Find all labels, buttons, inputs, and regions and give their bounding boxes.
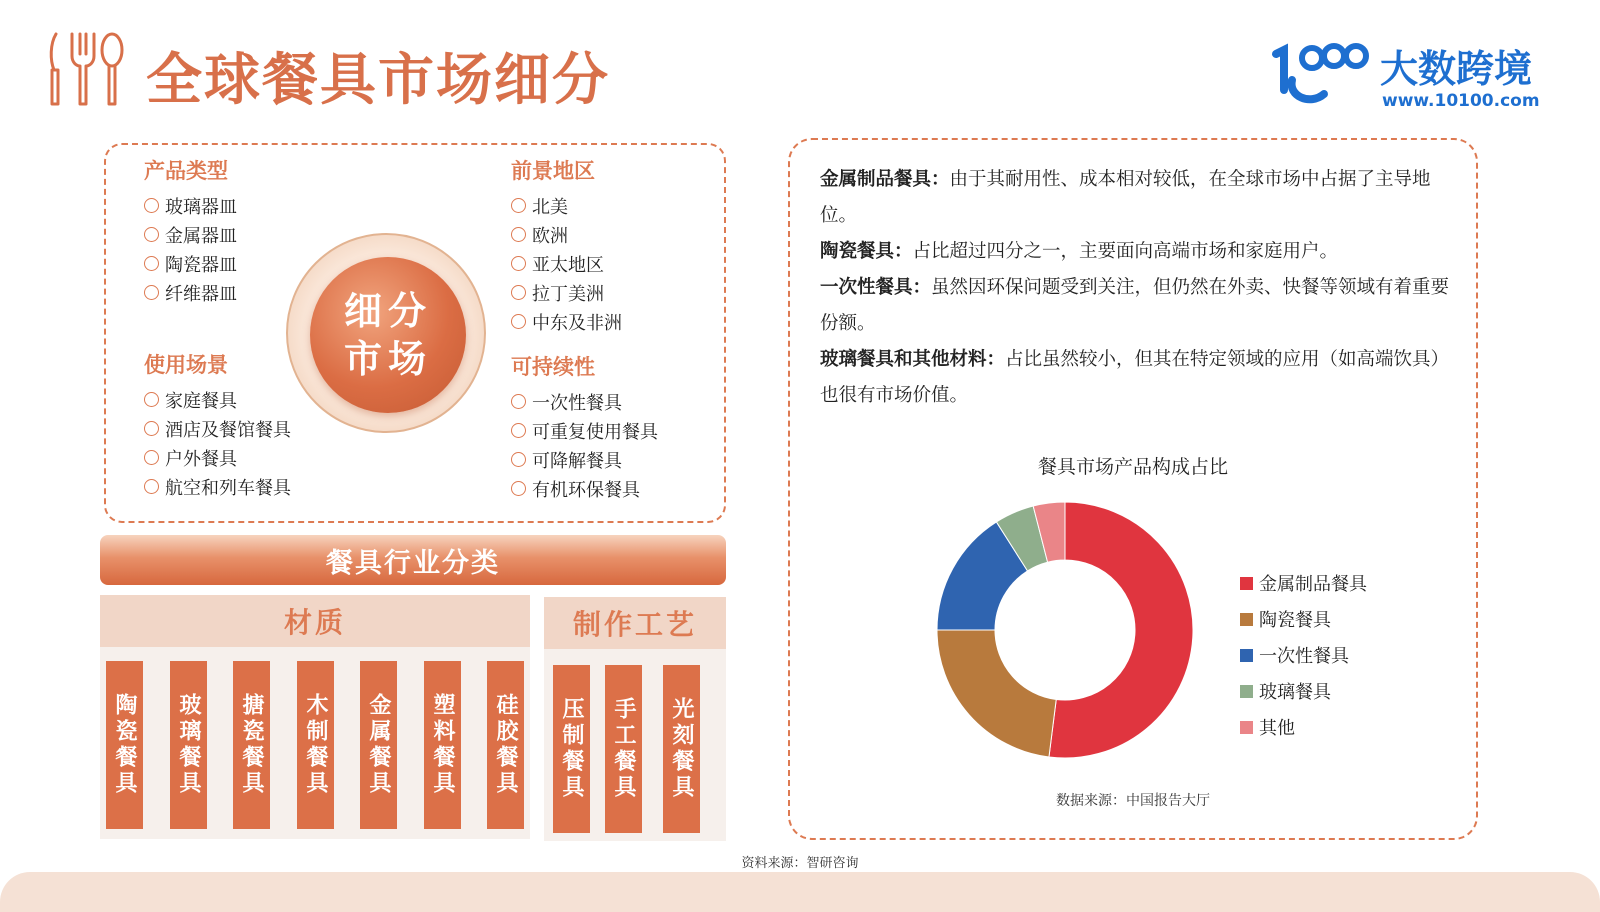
description-paragraph xyxy=(820,270,1450,342)
legend-swatch xyxy=(1240,577,1253,590)
description-text: 占比超过四分之一，主要面向高端市场和家庭用户。 xyxy=(912,241,1339,262)
list-item-label: 酒店及餐馆餐具 xyxy=(165,419,291,441)
description-text: 占比虽然较小，但其在特定领域的应用（如高端饮具）也很有市场价值。 xyxy=(820,349,1450,406)
footer-bar xyxy=(0,872,1600,912)
material-card: 木制餐具 xyxy=(297,661,334,829)
classification-banner: 餐具行业分类 xyxy=(100,535,726,585)
description-text: 由于其耐用性、成本相对较低，在全球市场中占据了主导地位。 xyxy=(820,169,1431,226)
chart-legend xyxy=(1240,565,1367,745)
list-item xyxy=(144,385,291,414)
list-item xyxy=(511,474,658,503)
circle-bullet-icon xyxy=(144,479,159,494)
list-item-label: 纤维器皿 xyxy=(165,283,237,305)
circle-bullet-icon xyxy=(144,227,159,242)
legend-swatch xyxy=(1240,613,1253,626)
circle-bullet-icon xyxy=(511,227,526,242)
list-item xyxy=(511,416,658,445)
list-item xyxy=(511,249,622,278)
legend-item xyxy=(1240,601,1367,637)
list-item-label: 航空和列车餐具 xyxy=(165,477,291,499)
center-badge xyxy=(286,233,486,433)
list-item xyxy=(144,249,237,278)
material-card: 陶瓷餐具 xyxy=(106,661,143,829)
circle-bullet-icon xyxy=(144,450,159,465)
legend-label: 其他 xyxy=(1259,718,1295,739)
material-card: 金属餐具 xyxy=(360,661,397,829)
craft-card: 压制餐具 xyxy=(553,665,590,833)
center-badge-line: 市场 xyxy=(343,337,432,381)
list-item xyxy=(144,472,291,501)
segment-group-product-type xyxy=(144,155,237,307)
list-item-label: 可重复使用餐具 xyxy=(532,421,658,443)
list-item xyxy=(511,278,622,307)
list-item-label: 欧洲 xyxy=(532,225,568,247)
list-item-label: 中东及非洲 xyxy=(532,312,622,334)
list-item xyxy=(511,307,622,336)
pie-slice xyxy=(1049,502,1193,758)
description-lead: 一次性餐具： xyxy=(820,277,932,298)
list-item xyxy=(511,445,658,474)
circle-bullet-icon xyxy=(144,392,159,407)
material-card: 硅胶餐具 xyxy=(487,661,524,829)
description-list xyxy=(820,162,1450,414)
list-item xyxy=(144,414,291,443)
list-item xyxy=(511,191,622,220)
donut-chart xyxy=(930,495,1200,765)
center-badge-line: 细分 xyxy=(343,289,432,333)
legend-item xyxy=(1240,709,1367,745)
list-item-label: 户外餐具 xyxy=(165,448,237,470)
segment-heading: 使用场景 xyxy=(144,353,228,377)
circle-bullet-icon xyxy=(511,394,526,409)
logo-url: www.10100.com xyxy=(1382,91,1540,111)
chart-title: 餐具市场产品构成占比 xyxy=(1037,456,1228,478)
material-card: 玻璃餐具 xyxy=(170,661,207,829)
legend-swatch xyxy=(1240,649,1253,662)
list-item-label: 玻璃器皿 xyxy=(165,196,237,218)
segment-group-usage-scenario xyxy=(144,349,291,501)
legend-item xyxy=(1240,565,1367,601)
segment-heading: 前景地区 xyxy=(511,159,595,183)
material-panel xyxy=(100,595,530,839)
list-item-label: 家庭餐具 xyxy=(165,390,237,412)
craft-panel-heading: 制作工艺 xyxy=(544,597,726,649)
list-item-label: 拉丁美洲 xyxy=(532,283,604,305)
list-item xyxy=(144,220,237,249)
list-item-label: 金属器皿 xyxy=(165,225,237,247)
circle-bullet-icon xyxy=(144,256,159,271)
craft-panel xyxy=(544,597,726,841)
circle-bullet-icon xyxy=(144,285,159,300)
description-paragraph xyxy=(820,162,1450,234)
legend-label: 玻璃餐具 xyxy=(1259,682,1331,703)
circle-bullet-icon xyxy=(511,481,526,496)
list-item-label: 亚太地区 xyxy=(532,254,604,276)
description-text: 虽然因环保问题受到关注，但仍然在外卖、快餐等领域有着重要份额。 xyxy=(820,277,1450,334)
list-item-label: 可降解餐具 xyxy=(532,450,622,472)
circle-bullet-icon xyxy=(511,423,526,438)
list-item-label: 陶瓷器皿 xyxy=(165,254,237,276)
footer-source: 资料来源：智研咨询 xyxy=(741,856,859,871)
description-paragraph xyxy=(820,234,1450,270)
legend-swatch xyxy=(1240,685,1253,698)
cutlery-icon xyxy=(48,30,128,108)
description-lead: 金属制品餐具： xyxy=(820,169,950,190)
craft-card: 光刻餐具 xyxy=(663,665,700,833)
circle-bullet-icon xyxy=(511,256,526,271)
legend-label: 陶瓷餐具 xyxy=(1259,610,1331,631)
circle-bullet-icon xyxy=(511,314,526,329)
segmentation-box xyxy=(104,143,726,523)
center-badge-inner xyxy=(310,257,466,413)
list-item xyxy=(511,387,658,416)
list-item-label: 北美 xyxy=(532,196,568,218)
material-panel-heading: 材质 xyxy=(100,595,530,647)
list-item-label: 一次性餐具 xyxy=(532,392,622,414)
description-paragraph xyxy=(820,342,1450,414)
analysis-box xyxy=(788,138,1478,840)
material-card: 搪瓷餐具 xyxy=(233,661,270,829)
chart-source: 数据来源：中国报告大厅 xyxy=(1056,793,1210,809)
circle-bullet-icon xyxy=(511,198,526,213)
description-lead: 玻璃餐具和其他材料： xyxy=(820,349,1006,370)
logo-brand-text: 大数跨境 xyxy=(1380,47,1533,91)
description-lead: 陶瓷餐具： xyxy=(820,241,913,262)
craft-card: 手工餐具 xyxy=(605,665,642,833)
list-item-label: 有机环保餐具 xyxy=(532,479,640,501)
logo-mark-icon xyxy=(1270,36,1380,108)
pie-slice xyxy=(937,630,1056,757)
list-item xyxy=(144,191,237,220)
segment-group-sustainability xyxy=(511,351,658,503)
circle-bullet-icon xyxy=(144,198,159,213)
circle-bullet-icon xyxy=(511,285,526,300)
list-item xyxy=(511,220,622,249)
segment-group-region xyxy=(511,155,622,336)
legend-item xyxy=(1240,637,1367,673)
brand-logo xyxy=(1270,36,1570,116)
list-item xyxy=(144,278,237,307)
segment-heading: 产品类型 xyxy=(144,159,228,183)
material-card: 塑料餐具 xyxy=(424,661,461,829)
list-item xyxy=(144,443,291,472)
circle-bullet-icon xyxy=(511,452,526,467)
page-title: 全球餐具市场细分 xyxy=(146,48,610,113)
circle-bullet-icon xyxy=(144,421,159,436)
legend-item xyxy=(1240,673,1367,709)
legend-label: 金属制品餐具 xyxy=(1259,574,1367,595)
legend-swatch xyxy=(1240,721,1253,734)
segment-heading: 可持续性 xyxy=(511,355,595,379)
legend-label: 一次性餐具 xyxy=(1259,646,1349,667)
